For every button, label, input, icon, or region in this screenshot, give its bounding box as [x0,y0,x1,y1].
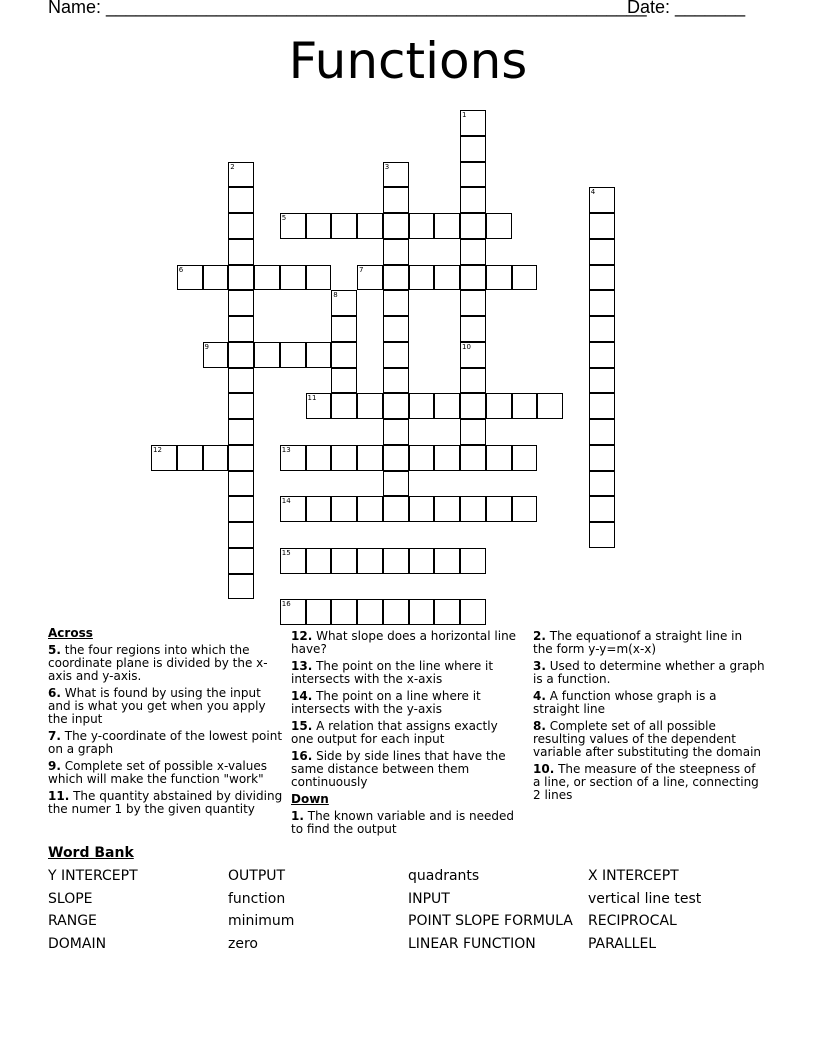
crossword-cell[interactable] [460,265,486,291]
crossword-cell[interactable] [254,342,280,368]
crossword-cell[interactable] [228,290,254,316]
crossword-cell[interactable] [460,496,486,522]
clue-across-12: 12. What slope does a horizontal line have? [291,629,517,656]
crossword-cell[interactable] [306,265,332,291]
crossword-cell[interactable] [228,239,254,265]
word-bank-item: DOMAIN [48,935,107,952]
crossword-cell[interactable] [460,599,486,625]
crossword-cell[interactable] [589,265,615,291]
clue-number-label: 2 [230,162,235,171]
crossword-cell[interactable] [306,213,332,239]
crossword-cell[interactable] [383,187,409,213]
page-title: Functions [288,32,528,90]
crossword-cell[interactable] [383,368,409,394]
crossword-cell[interactable] [228,419,254,445]
crossword-cell[interactable] [228,213,254,239]
crossword-cell[interactable] [228,265,254,291]
crossword-cell[interactable] [228,393,254,419]
crossword-cell[interactable] [228,445,254,471]
crossword-cell[interactable] [409,265,435,291]
crossword-cell[interactable] [306,496,332,522]
down-heading: Down [291,792,329,806]
crossword-cell[interactable] [228,342,254,368]
clue-number-label: 14 [281,497,291,506]
word-bank-item: minimum [228,913,295,929]
crossword-cell[interactable] [486,213,512,239]
crossword-cell[interactable] [434,548,460,574]
word-bank-item: SLOPE [48,890,93,907]
word-bank-item: PARALLEL [588,935,657,952]
crossword-cell[interactable] [357,548,383,574]
clue-number-label: 5 [281,214,287,222]
crossword-cell[interactable] [589,419,615,445]
crossword-cell[interactable] [434,599,460,625]
crossword-cell[interactable] [409,213,435,239]
clue-down-8: 8. Complete set of all possible resulting values of the dependent variable after substituting the domain [533,719,762,759]
crossword-cell[interactable] [486,265,512,291]
crossword-cell[interactable] [228,548,254,574]
clues-column-3 [533,630,765,806]
crossword-cell[interactable] [254,265,280,291]
crossword-cell[interactable] [409,393,435,419]
name-field[interactable]: Name: ______________________________________________________ [48,0,647,17]
crossword-cell[interactable] [589,522,615,548]
crossword-cell[interactable] [383,265,409,291]
crossword-cell[interactable] [306,445,332,471]
crossword-cell[interactable] [383,471,409,497]
crossword-cell[interactable] [434,393,460,419]
crossword-cell[interactable] [383,599,409,625]
crossword-cell[interactable] [434,496,460,522]
crossword-cell[interactable] [357,213,383,239]
clues-column-1 [48,627,284,820]
crossword-cell[interactable] [383,393,409,419]
crossword-cell[interactable] [512,393,538,419]
crossword-cell[interactable] [383,290,409,316]
date-field[interactable]: Date: _______ [627,0,746,17]
clue-number-label: 9 [204,342,209,351]
clue-number-label: 3 [384,162,390,171]
crossword-cell[interactable] [306,548,332,574]
crossword-cell[interactable] [203,265,229,291]
clue-across-6: 6. What is found by using the input and is what you get when you apply the input [48,686,266,726]
clue-across-16: 16. Side by side lines that have the same distance between them continuously [291,749,506,789]
crossword-cell[interactable] [589,342,615,368]
clue-across-7: 7. The y-coordinate of the lowest point on a graph [48,729,283,756]
crossword-cell[interactable] [589,496,615,522]
crossword-cell[interactable] [331,393,357,419]
crossword-cell[interactable] [357,393,383,419]
word-bank-item: OUTPUT [228,868,286,884]
clue-down-3: 3. Used to determine whether a graph is a function. [533,659,765,686]
crossword-cell[interactable] [331,368,357,394]
crossword-cell[interactable] [512,445,538,471]
crossword-cell[interactable] [589,471,615,497]
crossword-cell[interactable] [460,162,486,188]
crossword-cell[interactable] [383,342,409,368]
crossword-cell[interactable] [460,239,486,265]
crossword-cell[interactable] [357,599,383,625]
clue-number-label: 13 [281,445,291,454]
crossword-cell[interactable] [460,136,486,162]
crossword-cell[interactable] [280,342,306,368]
crossword-cell[interactable] [228,316,254,342]
word-bank-item: POINT SLOPE FORMULA [408,913,573,929]
crossword-cell[interactable] [331,445,357,471]
crossword-cell[interactable] [589,445,615,471]
clue-down-10: 10. The measure of the steepness of a line, or section of a line, connecting 2 lines [533,762,759,802]
clue-across-15: 15. A relation that assigns exactly one output for each input [291,719,498,746]
clue-number-label: 1 [462,111,467,119]
crossword-cell[interactable] [589,213,615,239]
word-bank-item: zero [228,935,258,952]
crossword-cell[interactable] [434,445,460,471]
crossword-cell[interactable] [306,599,332,625]
clue-number-label: 4 [590,188,596,197]
clue-number-label: 16 [281,600,291,609]
clue-number-label: 11 [307,394,317,403]
crossword-cell[interactable] [460,419,486,445]
clue-across-11: 11. The quantity abstained by dividing the numer 1 by the given quantity [48,789,283,816]
word-bank-item: RANGE [48,913,97,929]
word-bank-item: RECIPROCAL [588,913,677,929]
crossword-cell[interactable] [383,419,409,445]
crossword-cell[interactable] [228,574,254,600]
clue-number-label: 7 [359,265,364,274]
across-heading: Across [48,626,93,640]
crossword-cell[interactable] [409,599,435,625]
clue-across-9: 9. Complete set of possible x-values which will make the function "work" [48,759,268,786]
crossword-cell[interactable] [589,368,615,394]
crossword-cell[interactable] [460,368,486,394]
crossword-cell[interactable] [383,239,409,265]
word-bank-item: INPUT [408,890,450,907]
crossword-cell[interactable] [589,239,615,265]
word-bank [48,868,768,952]
crossword-cell[interactable] [331,213,357,239]
crossword-cell[interactable] [383,445,409,471]
clues-column-2 [291,630,523,840]
crossword-cell[interactable] [460,393,486,419]
crossword-cell[interactable] [228,187,254,213]
crossword-cell[interactable] [460,290,486,316]
crossword-cell[interactable] [357,445,383,471]
word-bank-item: Y INTERCEPT [48,868,138,884]
crossword-cell[interactable] [280,265,306,291]
crossword-cell[interactable] [460,187,486,213]
word-bank-item: function [228,890,286,907]
crossword-cell[interactable] [331,599,357,625]
clue-down-1: 1. The known variable and is needed to find the output [291,809,515,836]
crossword-cell[interactable] [512,496,538,522]
crossword-cell[interactable] [434,213,460,239]
crossword-cell[interactable] [512,265,538,291]
clue-across-13: 13. The point on the line where it intersects with the x-axis [291,659,494,686]
crossword-cell[interactable] [486,445,512,471]
crossword-cell[interactable] [331,342,357,368]
crossword-cell[interactable] [409,445,435,471]
crossword-cell[interactable] [486,393,512,419]
word-bank-item: quadrants [408,868,480,884]
crossword-cell[interactable] [460,213,486,239]
clue-number-label: 10 [462,342,471,351]
word-bank-item: X INTERCEPT [588,868,679,884]
crossword-cell[interactable] [383,496,409,522]
word-bank-item: LINEAR FUNCTION [408,935,536,952]
crossword-cell[interactable] [589,393,615,419]
clue-across-14: 14. The point on a line where it intersects with the y-axis [291,689,481,716]
clue-number-label: 6 [178,265,184,274]
crossword-cell[interactable] [460,316,486,342]
crossword-cell[interactable] [589,316,615,342]
crossword-cell[interactable] [589,290,615,316]
crossword-cell[interactable] [228,368,254,394]
clue-across-5: 5. the four regions into which the coordinate plane is divided by the x-axis and y-axis. [48,643,268,683]
crossword-cell[interactable] [357,496,383,522]
crossword-cell[interactable] [383,213,409,239]
crossword-cell[interactable] [331,496,357,522]
crossword-cell[interactable] [177,445,203,471]
crossword-cell[interactable] [460,445,486,471]
crossword-cell[interactable] [537,393,563,419]
crossword-cell[interactable] [228,522,254,548]
clue-down-4: 4. A function whose graph is a straight line [533,689,717,716]
crossword-cell[interactable] [383,548,409,574]
clue-number-label: 15 [281,548,291,557]
word-bank-title: Word Bank [48,845,134,861]
crossword-cell[interactable] [331,548,357,574]
clue-number-label: 12 [153,445,162,454]
crossword-cell[interactable] [203,445,229,471]
crossword-cell[interactable] [409,548,435,574]
crossword-cell[interactable] [228,471,254,497]
crossword-cell[interactable] [486,496,512,522]
crossword-cell[interactable] [228,496,254,522]
word-bank-item: vertical line test [588,890,702,907]
clue-down-2: 2. The equationof a straight line in the form y-y=m(x-x) [533,629,743,656]
clue-number-label: 8 [333,291,338,300]
crossword-cell[interactable] [383,316,409,342]
crossword-cell[interactable] [331,316,357,342]
crossword-cell[interactable] [460,548,486,574]
crossword-cell[interactable] [409,496,435,522]
crossword-cell[interactable] [306,342,332,368]
crossword-cell[interactable] [434,265,460,291]
